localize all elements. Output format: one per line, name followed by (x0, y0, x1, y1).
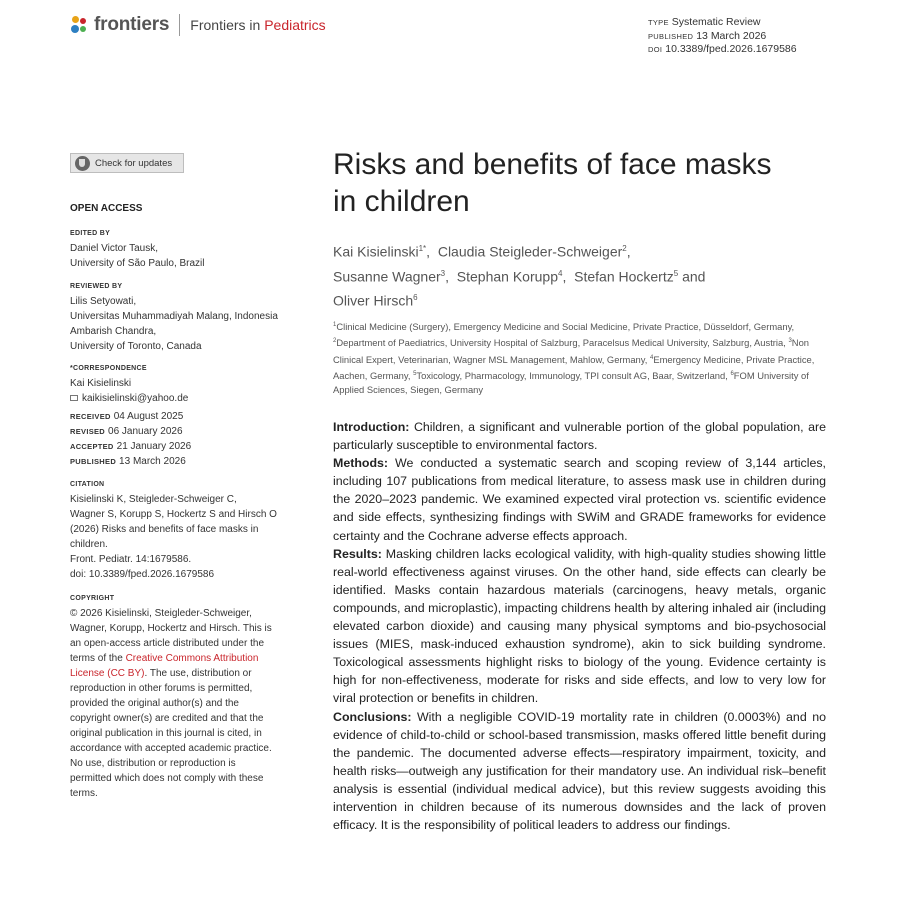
affiliation: Toxicology, Pharmacology, Immunology, TPI consult AG, Baar, Switzerland, (416, 370, 731, 382)
date-revised (70, 424, 305, 439)
affil-sup: 2 (333, 338, 337, 345)
reviewed-by-heading: REVIEWED BY (70, 283, 123, 290)
type-value: Systematic Review (671, 16, 761, 28)
copyright-line-with-link (70, 651, 305, 666)
reviewer-2-name: Ambarish Chandra, (70, 326, 157, 337)
check-for-updates-label: Check for updates (95, 157, 173, 169)
date-accepted (70, 439, 305, 454)
type-label: TYPE (648, 18, 669, 27)
copyright-heading: COPYRIGHT (70, 595, 115, 602)
frontiers-logo[interactable] (70, 14, 326, 36)
author-sep: , (426, 243, 434, 260)
copyright-line: accordance with accepted academic practice. (70, 743, 272, 754)
author-list (333, 238, 823, 312)
affil-sup: 4 (649, 354, 654, 361)
journal-prefix: Frontiers in (190, 17, 265, 33)
correspondence-name: Kai Kisielinski (70, 378, 132, 389)
license-link-2[interactable]: License (CC BY) (70, 668, 145, 679)
reviewed-by-section (70, 279, 305, 354)
citation-line: children. (70, 539, 108, 550)
update-icon (75, 156, 90, 171)
copyright-line: reproduction in other forums is permitted, (70, 683, 253, 694)
author-name[interactable]: Stefan Hockertz (574, 268, 674, 285)
author-sep: , (562, 268, 571, 285)
journal-name[interactable] (190, 17, 325, 33)
date-value: 04 August 2025 (113, 411, 184, 422)
citation-doi[interactable]: doi: 10.3389/fped.2026.1679586 (70, 569, 215, 580)
title-line-2: in children (333, 185, 470, 218)
author-name[interactable]: Kai Kisielinski (333, 243, 419, 260)
date-label: ACCEPTED (70, 442, 114, 451)
reviewer-1-name: Lilis Setyowati, (70, 296, 137, 307)
abstract-heading: Conclusions: (333, 709, 412, 724)
edited-by-section (70, 226, 305, 271)
abstract-results (333, 545, 826, 708)
affiliation: Clinical Medicine (Surgery), Emergency Medicine and Social Medicine, Private Practice, Düsseldorf, Germany, (336, 321, 795, 333)
author-sep: , (626, 243, 631, 260)
published-label: PUBLISHED (648, 31, 694, 41)
editor-name: Daniel Victor Tausk, (70, 243, 159, 254)
doi-value[interactable]: 10.3389/fped.2026.1679586 (665, 43, 797, 55)
date-label: RECEIVED (70, 412, 111, 421)
affiliation: FOM University of Applied Sciences, Siegen, Germany (333, 370, 809, 396)
author-sup: 2 (622, 244, 627, 253)
copyright-line: provided the original author(s) and the (70, 698, 239, 709)
copyright-line: © 2026 Kisielinski, Steigleder-Schweiger, (70, 608, 252, 619)
check-for-updates-button[interactable] (70, 153, 184, 173)
copyright-line: permitted which does not comply with these (70, 773, 264, 784)
copyright-section (70, 591, 305, 801)
copyright-line: copyright owner(s) are credited and that the (70, 713, 264, 724)
citation-line: (2026) Risks and benefits of face masks in (70, 524, 259, 535)
abstract-text: We conducted a systematic search and scoping review of 3,144 articles, including 107 publications from medical literature, to assess mask use in children during the 2020–2023 pandemic. We examined expected viral protection vs. scientific evidence and side effects, synthesizing findings with SWiM and GRADE frameworks for evidence certainty and the Cochrane adverse effects approach. (333, 456, 826, 543)
brand-name: frontiers (94, 14, 170, 35)
author-name[interactable]: Oliver Hirsch (333, 292, 414, 309)
citation-section (70, 477, 305, 582)
dates-section (70, 409, 305, 469)
copyright-line: No use, distribution or reproduction is (70, 758, 236, 769)
author-sep: , (445, 268, 453, 285)
abstract-introduction (333, 418, 826, 454)
citation-heading: CITATION (70, 481, 105, 488)
copyright-line: original publication in this journal is cited, in (70, 728, 262, 739)
correspondence-section (70, 361, 305, 406)
edited-by-heading: EDITED BY (70, 230, 111, 237)
open-access-label: OPEN ACCESS (70, 203, 143, 214)
correspondence-email-row[interactable] (70, 391, 305, 406)
correspondence-heading: *CORRESPONDENCE (70, 365, 147, 372)
citation-line: Wagner S, Korupp S, Hockertz S and Hirsch O (70, 509, 277, 520)
citation-line: Kisielinski K, Steigleder-Schweiger C, (70, 494, 237, 505)
affiliations (333, 318, 833, 398)
copyright-line: terms. (70, 788, 98, 799)
published-value: 13 March 2026 (696, 29, 767, 42)
affiliation: Non Clinical Expert, Veterinarian, Wagner MSL Management, Mahlow, Germany, (333, 337, 809, 365)
author-name[interactable]: Claudia Steigleder-Schweiger (437, 243, 623, 260)
reviewer-2-affiliation: University of Toronto, Canada (70, 341, 202, 352)
frontiers-logo-icon (70, 15, 90, 35)
affil-sup: 5 (413, 370, 417, 377)
doi-label: DOI (648, 45, 663, 54)
title-line-1: Risks and benefits of face masks (333, 148, 772, 181)
affil-sup: 1 (333, 322, 337, 328)
abstract-methods (333, 454, 826, 544)
abstract-text: Masking children lacks ecological validity, with high-quality studies showing little real-world effectiveness against viruses. On the other hand, side effects can clearly be identified. Masks contain hazardous materials (carcinogens, heavy metals, organic compounds, and microplastic), impacting childrens health by altering inhaled air (including elevated carbon dioxide) and causing many physical symptoms and bio-psychosocial issues (MIES, mask-induced exhaustion syndrome), akin to sick building syndrome. Toxicological assessments highlight risks to biology of the young. Evidence certainty is high for non-effectiveness, moderate for risks and side effects, and low to very low for viral protection or benefits in children. (333, 546, 826, 706)
journal-field: Pediatrics (264, 17, 326, 33)
abstract-conclusions (333, 708, 826, 835)
date-value: 13 March 2026 (119, 456, 186, 467)
author-sep: and (678, 268, 706, 285)
copyright-line: Wagner, Korupp, Hockertz and Hirsch. This is (70, 623, 272, 634)
date-label: REVISED (70, 427, 106, 436)
header-divider (179, 14, 180, 36)
correspondence-email[interactable]: kaikisielinski@yahoo.de (82, 393, 189, 404)
affiliation: Department of Paediatrics, University Hospital of Salzburg, Paracelsus Medical University, Salzburg, Austria, (336, 337, 789, 349)
editor-affiliation: University of São Paulo, Brazil (70, 258, 205, 269)
author-sup: 4 (558, 268, 563, 278)
author-sup: 3 (440, 268, 446, 278)
article-title (333, 146, 853, 220)
abstract (333, 418, 826, 834)
abstract-text: With a negligible COVID-19 mortality rate in children (0.0003%) and no evidence of child-to-child or school-based transmission, masks offered little benefit during the pandemic. The documented adverse effects—respiratory impairment, toxicity, and health risks—outweigh any justification for their mandatory use. An individual risk–benefit analysis is essential (individual medical advice), but this review suggests avoiding this intervention in children because of its numerous downsides and the lack of proven efficacy. It is the responsibility of political leaders to address our findings. (333, 709, 826, 833)
author-name[interactable]: Susanne Wagner (333, 268, 441, 285)
abstract-text: Children, a significant and vulnerable portion of the global population, are particularly susceptible to environmental factors. (333, 420, 826, 453)
mail-icon (70, 395, 78, 401)
abstract-heading: Results: (333, 546, 382, 561)
affil-sup: 6 (730, 370, 734, 377)
date-published (70, 454, 305, 469)
affiliation: Emergency Medicine, Private Practice, Aachen, Germany, (333, 353, 815, 382)
abstract-heading: Introduction: (333, 420, 410, 434)
date-value: 21 January 2026 (116, 441, 192, 452)
copyright-line: an open-access article distributed under the (70, 638, 265, 649)
license-link[interactable]: Creative Commons Attribution (125, 653, 259, 664)
author-sup: 5 (673, 268, 679, 278)
abstract-heading: Methods: (333, 456, 389, 471)
author-sup: 6 (413, 293, 418, 303)
date-value: 06 January 2026 (108, 426, 183, 437)
copyright-text: . The use, distribution or (144, 668, 252, 679)
author-name[interactable]: Stephan Korupp (456, 268, 558, 285)
copyright-text: terms of the (70, 653, 126, 664)
copyright-line-with-link-2 (70, 666, 305, 681)
date-received (70, 409, 305, 424)
article-meta (648, 16, 797, 57)
reviewer-1-affiliation: Universitas Muhammadiyah Malang, Indonesia (70, 311, 278, 322)
author-sup: 1* (418, 244, 427, 253)
date-label: PUBLISHED (70, 457, 117, 466)
citation-line: Front. Pediatr. 14:1679586. (70, 554, 192, 565)
affil-sup: 3 (788, 338, 792, 345)
